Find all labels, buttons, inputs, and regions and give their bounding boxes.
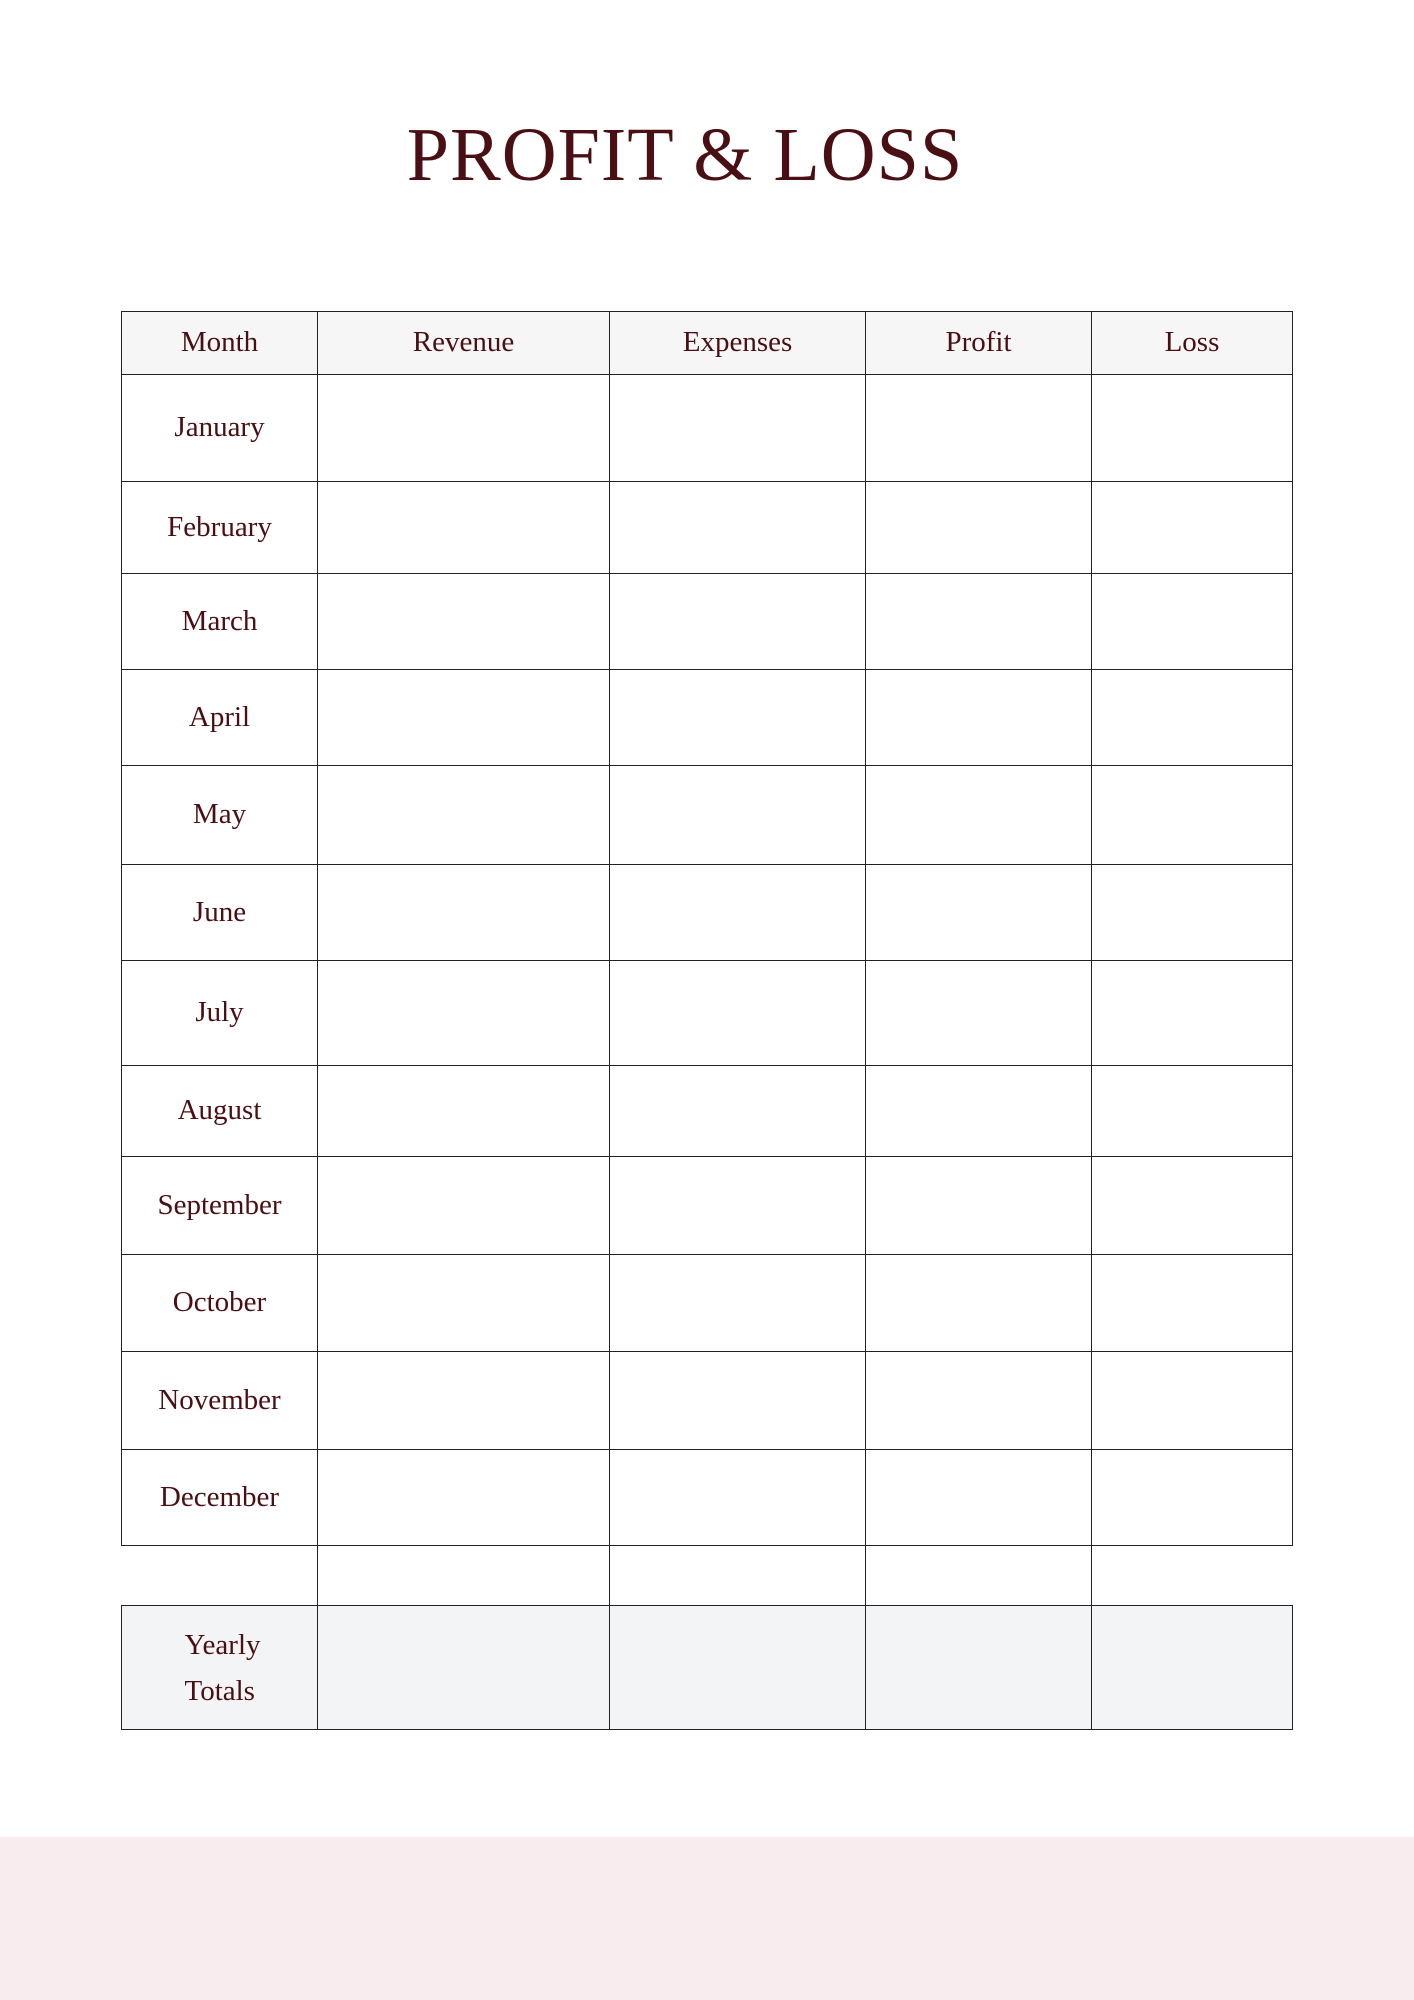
profit-cell[interactable] xyxy=(866,1255,1092,1351)
revenue-cell[interactable] xyxy=(318,1157,610,1254)
loss-cell[interactable] xyxy=(1092,375,1293,481)
spacer-row xyxy=(121,1546,1293,1605)
expenses-cell[interactable] xyxy=(610,574,866,669)
expenses-cell[interactable] xyxy=(610,375,866,481)
expenses-cell[interactable] xyxy=(610,1157,866,1254)
month-label: March xyxy=(121,574,318,669)
footer-band xyxy=(0,1837,1414,2000)
loss-cell[interactable] xyxy=(1092,1450,1293,1545)
month-label: June xyxy=(121,865,318,960)
expenses-cell[interactable] xyxy=(610,1066,866,1156)
total-expenses-cell[interactable] xyxy=(610,1606,866,1729)
month-label: November xyxy=(121,1352,318,1449)
month-label: July xyxy=(121,961,318,1065)
month-label: August xyxy=(121,1066,318,1156)
revenue-cell[interactable] xyxy=(318,1450,610,1545)
spacer-cell xyxy=(610,1546,866,1605)
expenses-cell[interactable] xyxy=(610,670,866,765)
revenue-cell[interactable] xyxy=(318,766,610,864)
revenue-cell[interactable] xyxy=(318,865,610,960)
table-row xyxy=(121,961,1293,1066)
profit-cell[interactable] xyxy=(866,961,1092,1065)
table-row xyxy=(121,375,1293,482)
spacer-cell xyxy=(121,1546,318,1605)
expenses-cell[interactable] xyxy=(610,1450,866,1545)
loss-cell[interactable] xyxy=(1092,961,1293,1065)
total-revenue-cell[interactable] xyxy=(318,1606,610,1729)
revenue-cell[interactable] xyxy=(318,961,610,1065)
loss-cell[interactable] xyxy=(1092,766,1293,864)
revenue-cell[interactable] xyxy=(318,482,610,573)
spacer-cell xyxy=(1092,1546,1293,1605)
revenue-cell[interactable] xyxy=(318,1352,610,1449)
expenses-cell[interactable] xyxy=(610,1352,866,1449)
loss-cell[interactable] xyxy=(1092,1352,1293,1449)
expenses-cell[interactable] xyxy=(610,865,866,960)
revenue-cell[interactable] xyxy=(318,670,610,765)
expenses-cell[interactable] xyxy=(610,766,866,864)
profit-cell[interactable] xyxy=(866,865,1092,960)
table-row xyxy=(121,1066,1293,1157)
loss-cell[interactable] xyxy=(1092,670,1293,765)
month-label: April xyxy=(121,670,318,765)
loss-cell[interactable] xyxy=(1092,865,1293,960)
table-row xyxy=(121,670,1293,766)
header-profit: Profit xyxy=(866,312,1092,374)
profit-cell[interactable] xyxy=(866,574,1092,669)
table-row xyxy=(121,1157,1293,1255)
profit-cell[interactable] xyxy=(866,1450,1092,1545)
revenue-cell[interactable] xyxy=(318,574,610,669)
table-row xyxy=(121,1352,1293,1450)
revenue-cell[interactable] xyxy=(318,1255,610,1351)
total-profit-cell[interactable] xyxy=(866,1606,1092,1729)
header-revenue: Revenue xyxy=(318,312,610,374)
expenses-cell[interactable] xyxy=(610,482,866,573)
total-loss-cell[interactable] xyxy=(1092,1606,1293,1729)
yearly-totals-label: Yearly Totals xyxy=(184,1628,261,1707)
loss-cell[interactable] xyxy=(1092,482,1293,573)
profit-cell[interactable] xyxy=(866,375,1092,481)
header-loss: Loss xyxy=(1092,312,1293,374)
expenses-cell[interactable] xyxy=(610,961,866,1065)
month-label: October xyxy=(121,1255,318,1351)
profit-cell[interactable] xyxy=(866,482,1092,573)
revenue-cell[interactable] xyxy=(318,1066,610,1156)
profit-cell[interactable] xyxy=(866,1352,1092,1449)
month-label: September xyxy=(121,1157,318,1254)
month-label: May xyxy=(121,766,318,864)
profit-cell[interactable] xyxy=(866,1157,1092,1254)
table-row xyxy=(121,766,1293,865)
yearly-totals-row xyxy=(121,1605,1293,1730)
page-title: PROFIT & LOSS xyxy=(406,113,964,197)
loss-cell[interactable] xyxy=(1092,1255,1293,1351)
month-label: December xyxy=(121,1450,318,1545)
table-row xyxy=(121,574,1293,670)
spacer-cell xyxy=(866,1546,1092,1605)
profit-cell[interactable] xyxy=(866,670,1092,765)
table-row xyxy=(121,865,1293,961)
loss-cell[interactable] xyxy=(1092,574,1293,669)
spacer-cell xyxy=(318,1546,610,1605)
loss-cell[interactable] xyxy=(1092,1066,1293,1156)
profit-loss-table xyxy=(121,311,1293,1728)
month-label: January xyxy=(121,375,318,481)
table-row xyxy=(121,482,1293,574)
expenses-cell[interactable] xyxy=(610,1255,866,1351)
table-header-row xyxy=(121,311,1293,375)
header-month: Month xyxy=(121,312,318,374)
revenue-cell[interactable] xyxy=(318,375,610,481)
month-label: February xyxy=(121,482,318,573)
yearly-totals-cell xyxy=(121,1606,318,1729)
table-row xyxy=(121,1450,1293,1546)
profit-cell[interactable] xyxy=(866,1066,1092,1156)
profit-cell[interactable] xyxy=(866,766,1092,864)
loss-cell[interactable] xyxy=(1092,1157,1293,1254)
table-row xyxy=(121,1255,1293,1352)
header-expenses: Expenses xyxy=(610,312,866,374)
